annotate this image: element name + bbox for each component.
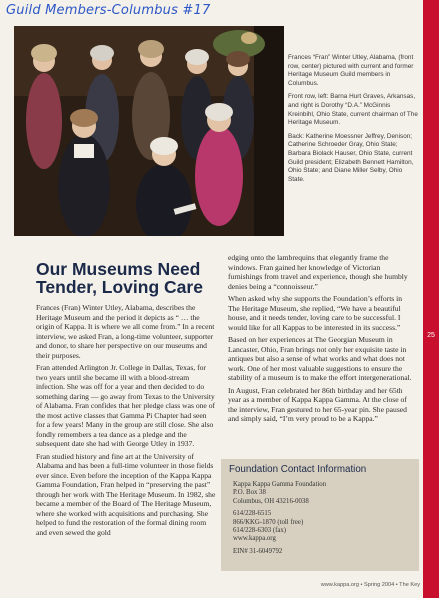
- contact-city: Columbus, OH 43216-0038: [233, 497, 309, 505]
- contact-heading: Foundation Contact Information: [229, 464, 367, 475]
- contact-ein: EIN# 31-6049792: [233, 547, 283, 555]
- col2-paragraph-4: In August, Fran celebrated her 86th birthday and her 65th year as a member of Kappa Kappa Gamma. At the close of the interview, Fran gestured to her 65-year pin. She paused and simply said, “I’m very proud to be a Kappa.”: [228, 385, 407, 423]
- col2-paragraph-1: edging onto the lambrequins that elegantly frame the windows. Fran gained her knowledge of Victorian furnishings from travel and experience, though she humbly denies being a “connoisseur.”: [228, 253, 408, 291]
- caption-back-row: Back: Katherine Moessner Jeffrey, Denison; Catherine Schroeder Gray, Ohio State; Barbara Biolack Hauser, Ohio State, current Guild president; Elizabeth Bennett Hamilton, Ohio State; and Diane Miller Selby, Ohio State.: [288, 132, 414, 183]
- contact-org: Kappa Kappa Gamma Foundation: [233, 481, 327, 488]
- col2-paragraph-2: When asked why she supports the Foundation’s efforts in The Heritage Museum, she replied, “We have a beautiful house, and it needs tender, loving care to be successful. I would like for all Kappas to be interested in its success.”: [228, 294, 403, 332]
- article-title: Our Museums Need Tender, Loving Care: [36, 259, 203, 297]
- article-column-1: [36, 303, 216, 540]
- col1-paragraph-1: Frances (Fran) Winter Utley, Alabama, describes the Heritage Museum and the period it depicts as “ … the origin of Kappa. It is where we all come from.” In a recent interview, we asked Fran, a long-time volunteer, supporter and donor, to share her perspective on our museums and their purposes.: [36, 303, 215, 360]
- col1-paragraph-3: Fran studied history and fine art at the University of Alabama and has been a full-time volunteer in those fields ever since. Even before the inception of the Kappa Kappa Gamma Foundation, Fran helped in “preserving the past” through her work with The Heritage Museum. In 1982, she became a member of the Board of The Heritage Museum, where she worked with acquisitions and purchasing. She helped to fund the restoration of the formal dining room and even sewed the gold: [36, 451, 216, 537]
- contact-website[interactable]: www.kappa.org: [233, 535, 276, 543]
- contact-phone: 614/228-6515: [233, 510, 272, 518]
- group-photo: [14, 26, 284, 236]
- caption-intro: Frances “Fran” Winter Utley, Alabama, (front row, center) pictured with current and former Heritage Museum Guild members in Columbus.: [288, 54, 414, 87]
- group-photo-illustration: [14, 26, 284, 236]
- contact-po-box: P.O. Box 38: [233, 489, 266, 497]
- col1-paragraph-2: Fran attended Arlington Jr. College in Dallas, Texas, for two years until she became ill with a blood-stream infection. She was off for a year and then decided to do something daring — go away from Texas to the University of Alabama. Fran confides that her pledge class was one of the most active classes that Gamma Pi Chapter had seen for a few years! Many in the group are still close. She also fondly remembers a tea dance as a pledge and the subsequent date she had with George Utley in 1937.: [36, 363, 216, 448]
- article-column-2: [228, 253, 412, 427]
- contact-tollfree: 866/KKG-1870 (toll free): [233, 518, 304, 526]
- page-number: 25: [427, 332, 435, 339]
- handwritten-annotation: Guild Members-Columbus #17: [6, 3, 211, 18]
- photo-caption: [288, 54, 418, 189]
- contact-info-box: [221, 459, 419, 571]
- page-footer: www.kappa.org • Spring 2004 • The Key: [320, 582, 420, 588]
- page-edge-stripe: [423, 0, 439, 598]
- contact-fax: 614/228-6303 (fax): [233, 527, 287, 535]
- contact-details: [221, 475, 419, 556]
- caption-front-row: Front row, left: Barna Hurt Graves, Arkansas, and right is Dorothy “D.A.” McGinnis Kreinbihl, Ohio State, current chairman of The Heritage Museum.: [288, 93, 418, 127]
- col2-paragraph-3: Based on her experiences at The Georgian Museum in Lancaster, Ohio, Fran brings not only her exquisite taste in antiques but also a sense of what works and what does not work. One of her most valuable suggestions to ensure the stability of a museum is to make the effort intergenerational.: [228, 335, 412, 382]
